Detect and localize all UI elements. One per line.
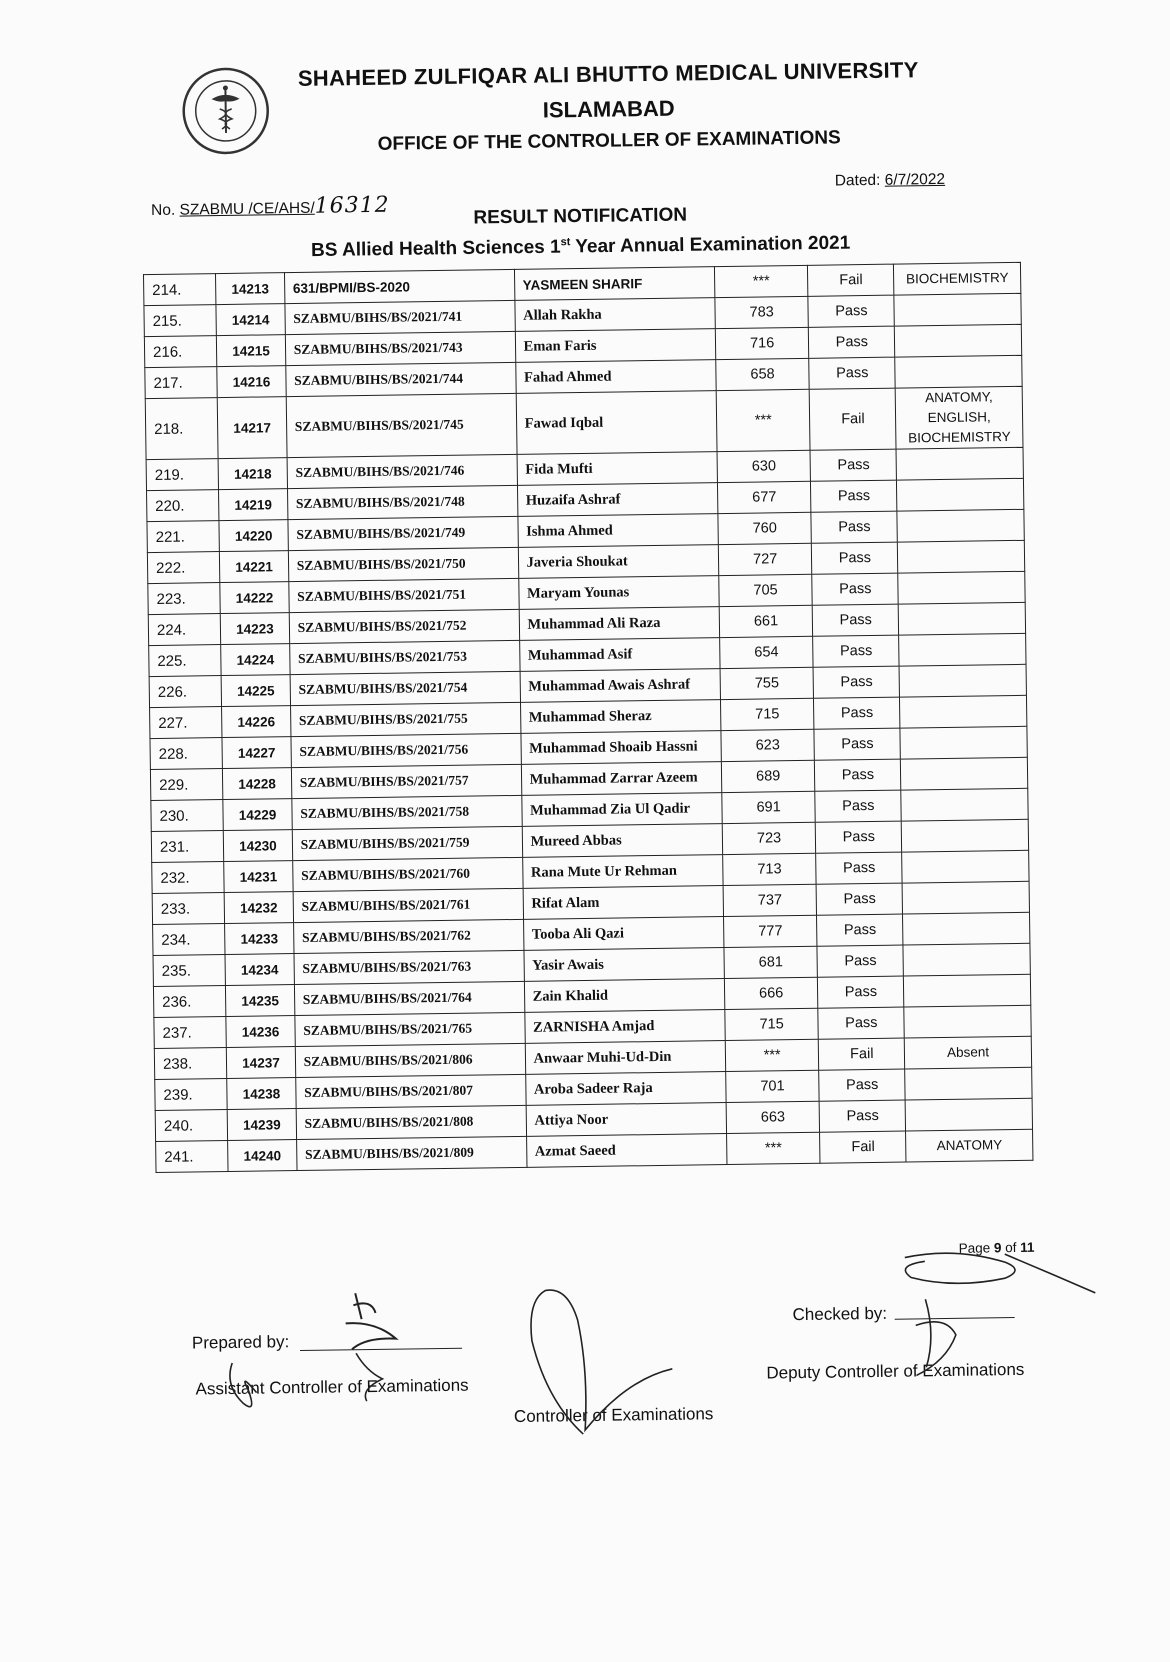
registration-number-cell: SZABMU/BIHS/BS/2021/749 bbox=[288, 516, 518, 550]
checked-by-label: Checked by: bbox=[792, 1303, 888, 1325]
ref-prefix: No. bbox=[150, 201, 180, 219]
registration-number-cell: SZABMU/BIHS/BS/2021/808 bbox=[296, 1105, 526, 1139]
serial-number-cell: 223. bbox=[148, 583, 221, 615]
roll-number-cell: 14215 bbox=[217, 335, 286, 367]
roll-number-cell: 14237 bbox=[227, 1047, 296, 1079]
notification-title: RESULT NOTIFICATION bbox=[473, 204, 688, 229]
roll-number-cell: 14232 bbox=[224, 892, 293, 924]
student-name-cell: Fida Mufti bbox=[517, 452, 718, 486]
registration-number-cell: SZABMU/BIHS/BS/2021/744 bbox=[286, 362, 516, 396]
page-of: of bbox=[1001, 1239, 1021, 1256]
roll-number-cell: 14238 bbox=[227, 1078, 296, 1110]
student-name-cell: Muhammad Sheraz bbox=[520, 700, 721, 734]
serial-number-cell: 229. bbox=[150, 769, 223, 801]
result-status-cell: Pass bbox=[816, 883, 902, 915]
student-name-cell: Anwaar Muhi-Ud-Din bbox=[525, 1041, 726, 1075]
serial-number-cell: 215. bbox=[144, 305, 217, 337]
result-status-cell: Pass bbox=[810, 449, 896, 481]
marks-cell: 777 bbox=[723, 915, 817, 947]
student-name-cell: Muhammad Zarrar Azeem bbox=[521, 762, 722, 796]
registration-number-cell: SZABMU/BIHS/BS/2021/743 bbox=[285, 331, 515, 365]
result-status-cell: Pass bbox=[819, 1069, 905, 1101]
roll-number-cell: 14220 bbox=[219, 520, 288, 552]
roll-number-cell: 14227 bbox=[222, 737, 291, 769]
result-status-cell: Pass bbox=[813, 635, 899, 667]
result-status-cell: Pass bbox=[815, 790, 901, 822]
registration-number-cell: SZABMU/BIHS/BS/2021/806 bbox=[295, 1043, 525, 1077]
roll-number-cell: 14221 bbox=[220, 551, 289, 583]
remarks-cell: Absent bbox=[905, 1036, 1032, 1069]
registration-number-cell: 631/BPMI/BS-2020 bbox=[284, 269, 514, 303]
marks-cell: 737 bbox=[723, 884, 817, 916]
roll-number-cell: 14228 bbox=[223, 768, 292, 800]
registration-number-cell: SZABMU/BIHS/BS/2021/750 bbox=[288, 547, 518, 581]
serial-number-cell: 236. bbox=[153, 986, 226, 1018]
serial-number-cell: 233. bbox=[152, 893, 225, 925]
prepared-by-label: Prepared by: bbox=[191, 1332, 290, 1353]
student-name-cell: Aroba Sadeer Raja bbox=[525, 1072, 726, 1106]
marks-cell: 677 bbox=[717, 481, 811, 513]
result-status-cell: Fail bbox=[819, 1038, 905, 1070]
serial-number-cell: 241. bbox=[156, 1141, 229, 1173]
result-status-cell: Pass bbox=[816, 852, 902, 884]
registration-number-cell: SZABMU/BIHS/BS/2021/748 bbox=[287, 485, 517, 519]
registration-number-cell: SZABMU/BIHS/BS/2021/746 bbox=[287, 454, 517, 488]
roll-number-cell: 14214 bbox=[216, 304, 285, 336]
roll-number-cell: 14225 bbox=[221, 675, 290, 707]
student-name-cell: Muhammad Shoaib Hassni bbox=[521, 731, 722, 765]
roll-number-cell: 14213 bbox=[216, 273, 285, 305]
result-status-cell: Pass bbox=[816, 821, 902, 853]
student-name-cell: Muhammad Awais Ashraf bbox=[520, 669, 721, 703]
serial-number-cell: 238. bbox=[154, 1048, 227, 1080]
student-name-cell: Zain Khalid bbox=[524, 979, 725, 1013]
date-label: Dated: bbox=[834, 171, 885, 190]
serial-number-cell: 219. bbox=[146, 459, 219, 491]
date-value: 6/7/2022 bbox=[884, 170, 946, 189]
ref-handwritten: 16312 bbox=[314, 192, 390, 219]
roll-number-cell: 14216 bbox=[217, 366, 286, 398]
marks-cell: 689 bbox=[721, 760, 815, 792]
marks-cell: 715 bbox=[725, 1008, 819, 1040]
page-current: 9 bbox=[993, 1240, 1002, 1256]
roll-number-cell: 14239 bbox=[227, 1109, 296, 1141]
student-name-cell: Tooba Ali Qazi bbox=[523, 917, 724, 951]
serial-number-cell: 231. bbox=[151, 831, 224, 863]
marks-cell: 663 bbox=[726, 1101, 820, 1133]
student-name-cell: Javeria Shoukat bbox=[518, 545, 719, 579]
student-name-cell: Rifat Alam bbox=[523, 886, 724, 920]
exam-title-sup: st bbox=[560, 236, 571, 249]
registration-number-cell: SZABMU/BIHS/BS/2021/756 bbox=[291, 733, 521, 767]
registration-number-cell: SZABMU/BIHS/BS/2021/760 bbox=[292, 857, 522, 891]
deputy-controller-label: Deputy Controller of Examinations bbox=[766, 1359, 1025, 1383]
registration-number-cell: SZABMU/BIHS/BS/2021/807 bbox=[295, 1074, 525, 1108]
remarks-cell: BIOCHEMISTRY bbox=[894, 262, 1021, 295]
student-name-cell: Yasir Awais bbox=[524, 948, 725, 982]
result-status-cell: Fail bbox=[820, 1131, 906, 1163]
result-status-cell: Pass bbox=[814, 697, 900, 729]
registration-number-cell: SZABMU/BIHS/BS/2021/751 bbox=[289, 578, 519, 612]
marks-cell: 701 bbox=[726, 1070, 820, 1102]
student-name-cell: Mureed Abbas bbox=[522, 824, 723, 858]
marks-cell: 715 bbox=[720, 698, 814, 730]
result-status-cell: Fail bbox=[810, 388, 897, 450]
roll-number-cell: 14230 bbox=[224, 830, 293, 862]
serial-number-cell: 216. bbox=[144, 336, 217, 368]
registration-number-cell: SZABMU/BIHS/BS/2021/763 bbox=[294, 950, 524, 984]
roll-number-cell: 14217 bbox=[217, 397, 286, 459]
student-name-cell: Ishma Ahmed bbox=[517, 514, 718, 548]
marks-cell: 661 bbox=[719, 605, 813, 637]
marks-cell: 713 bbox=[723, 853, 817, 885]
remarks-cell: ANATOMY, ENGLISH, BIOCHEMISTRY bbox=[895, 386, 1023, 449]
student-name-cell: ZARNISHA Amjad bbox=[524, 1010, 725, 1044]
marks-cell: 623 bbox=[721, 729, 815, 761]
student-name-cell: Eman Faris bbox=[515, 329, 716, 363]
registration-number-cell: SZABMU/BIHS/BS/2021/809 bbox=[296, 1136, 526, 1170]
result-status-cell: Pass bbox=[818, 976, 904, 1008]
serial-number-cell: 237. bbox=[154, 1017, 227, 1049]
page-total: 11 bbox=[1020, 1239, 1035, 1255]
serial-number-cell: 218. bbox=[145, 398, 218, 460]
marks-cell: 654 bbox=[719, 636, 813, 668]
roll-number-cell: 14218 bbox=[218, 458, 287, 490]
student-name-cell: YASMEEN SHARIF bbox=[514, 267, 715, 301]
result-status-cell: Pass bbox=[811, 511, 897, 543]
page-label: Page bbox=[958, 1240, 995, 1256]
serial-number-cell: 234. bbox=[153, 924, 226, 956]
result-status-cell: Pass bbox=[809, 357, 895, 389]
exam-title-b: Year Annual Examination 2021 bbox=[570, 232, 851, 258]
result-status-cell: Pass bbox=[820, 1100, 906, 1132]
result-status-cell: Pass bbox=[812, 573, 898, 605]
roll-number-cell: 14235 bbox=[226, 985, 295, 1017]
serial-number-cell: 224. bbox=[148, 614, 221, 646]
marks-cell: 666 bbox=[724, 977, 818, 1009]
registration-number-cell: SZABMU/BIHS/BS/2021/753 bbox=[289, 640, 519, 674]
student-name-cell: Muhammad Zia Ul Qadir bbox=[521, 793, 722, 827]
serial-number-cell: 221. bbox=[147, 521, 220, 553]
serial-number-cell: 225. bbox=[149, 645, 222, 677]
registration-number-cell: SZABMU/BIHS/BS/2021/759 bbox=[292, 826, 522, 860]
registration-number-cell: SZABMU/BIHS/BS/2021/745 bbox=[286, 393, 517, 457]
assistant-controller-label: Assistant Controller of Examinations bbox=[195, 1375, 469, 1399]
student-name-cell: Azmat Saeed bbox=[526, 1134, 727, 1168]
marks-cell: *** bbox=[714, 265, 808, 297]
result-status-cell: Pass bbox=[809, 326, 895, 358]
serial-number-cell: 220. bbox=[147, 490, 220, 522]
serial-number-cell: 227. bbox=[150, 707, 223, 739]
result-status-cell: Pass bbox=[811, 480, 897, 512]
marks-cell: 691 bbox=[722, 791, 816, 823]
result-status-cell: Pass bbox=[812, 542, 898, 574]
roll-number-cell: 14229 bbox=[223, 799, 292, 831]
roll-number-cell: 14234 bbox=[225, 954, 294, 986]
serial-number-cell: 235. bbox=[153, 955, 226, 987]
marks-cell: *** bbox=[725, 1039, 819, 1071]
serial-number-cell: 239. bbox=[155, 1079, 228, 1111]
student-name-cell: Allah Rakha bbox=[514, 298, 715, 332]
roll-number-cell: 14226 bbox=[222, 706, 291, 738]
university-city: ISLAMABAD bbox=[542, 95, 675, 123]
serial-number-cell: 228. bbox=[150, 738, 223, 770]
marks-cell: 755 bbox=[720, 667, 814, 699]
result-status-cell: Pass bbox=[814, 728, 900, 760]
marks-cell: 760 bbox=[718, 512, 812, 544]
result-status-cell: Pass bbox=[817, 945, 903, 977]
result-status-cell: Pass bbox=[818, 1007, 904, 1039]
university-name: SHAHEED ZULFIQAR ALI BHUTTO MEDICAL UNIVERSITY bbox=[297, 57, 919, 91]
marks-cell: 723 bbox=[722, 822, 816, 854]
serial-number-cell: 214. bbox=[143, 274, 216, 306]
marks-cell: 783 bbox=[715, 296, 809, 328]
student-name-cell: Huzaifa Ashraf bbox=[517, 483, 718, 517]
serial-number-cell: 217. bbox=[145, 367, 218, 399]
result-status-cell: Pass bbox=[813, 604, 899, 636]
student-name-cell: Fawad Iqbal bbox=[516, 391, 717, 455]
serial-number-cell: 240. bbox=[155, 1110, 228, 1142]
result-status-cell: Pass bbox=[815, 759, 901, 791]
marks-cell: *** bbox=[726, 1132, 820, 1164]
serial-number-cell: 222. bbox=[147, 552, 220, 584]
roll-number-cell: 14219 bbox=[219, 489, 288, 521]
roll-number-cell: 14236 bbox=[226, 1016, 295, 1048]
serial-number-cell: 232. bbox=[152, 862, 225, 894]
marks-cell: 681 bbox=[724, 946, 818, 978]
result-status-cell: Pass bbox=[808, 295, 894, 327]
student-name-cell: Rana Mute Ur Rehman bbox=[522, 855, 723, 889]
marks-cell: *** bbox=[716, 389, 810, 451]
roll-number-cell: 14224 bbox=[221, 644, 290, 676]
marks-cell: 716 bbox=[715, 327, 809, 359]
roll-number-cell: 14231 bbox=[224, 861, 293, 893]
roll-number-cell: 14223 bbox=[221, 613, 290, 645]
student-name-cell: Muhammad Asif bbox=[519, 638, 720, 672]
serial-number-cell: 230. bbox=[151, 800, 224, 832]
registration-number-cell: SZABMU/BIHS/BS/2021/754 bbox=[290, 671, 520, 705]
student-name-cell: Maryam Younas bbox=[518, 576, 719, 610]
controller-label: Controller of Examinations bbox=[513, 1404, 714, 1427]
roll-number-cell: 14240 bbox=[228, 1140, 297, 1172]
roll-number-cell: 14222 bbox=[220, 582, 289, 614]
student-name-cell: Muhammad Ali Raza bbox=[519, 607, 720, 641]
result-status-cell: Pass bbox=[813, 666, 899, 698]
marks-cell: 705 bbox=[719, 574, 813, 606]
marks-cell: 630 bbox=[717, 450, 811, 482]
registration-number-cell: SZABMU/BIHS/BS/2021/758 bbox=[292, 795, 522, 829]
registration-number-cell: SZABMU/BIHS/BS/2021/755 bbox=[290, 702, 520, 736]
student-name-cell: Fahad Ahmed bbox=[515, 360, 716, 394]
ref-number: SZABMU /CE/AHS/ bbox=[179, 199, 315, 219]
marks-cell: 658 bbox=[716, 358, 810, 390]
marks-cell: 727 bbox=[718, 543, 812, 575]
office-name: OFFICE OF THE CONTROLLER OF EXAMINATIONS bbox=[377, 127, 841, 155]
registration-number-cell: SZABMU/BIHS/BS/2021/752 bbox=[289, 609, 519, 643]
registration-number-cell: SZABMU/BIHS/BS/2021/765 bbox=[295, 1012, 525, 1046]
registration-number-cell: SZABMU/BIHS/BS/2021/757 bbox=[291, 764, 521, 798]
remarks-cell: ANATOMY bbox=[906, 1129, 1033, 1162]
student-name-cell: Attiya Noor bbox=[526, 1103, 727, 1137]
registration-number-cell: SZABMU/BIHS/BS/2021/741 bbox=[285, 300, 515, 334]
serial-number-cell: 226. bbox=[149, 676, 222, 708]
roll-number-cell: 14233 bbox=[225, 923, 294, 955]
result-status-cell: Fail bbox=[808, 264, 894, 296]
registration-number-cell: SZABMU/BIHS/BS/2021/761 bbox=[293, 888, 523, 922]
result-status-cell: Pass bbox=[817, 914, 903, 946]
registration-number-cell: SZABMU/BIHS/BS/2021/764 bbox=[294, 981, 524, 1015]
registration-number-cell: SZABMU/BIHS/BS/2021/762 bbox=[293, 919, 523, 953]
exam-title-a: BS Allied Health Sciences 1 bbox=[310, 236, 561, 262]
